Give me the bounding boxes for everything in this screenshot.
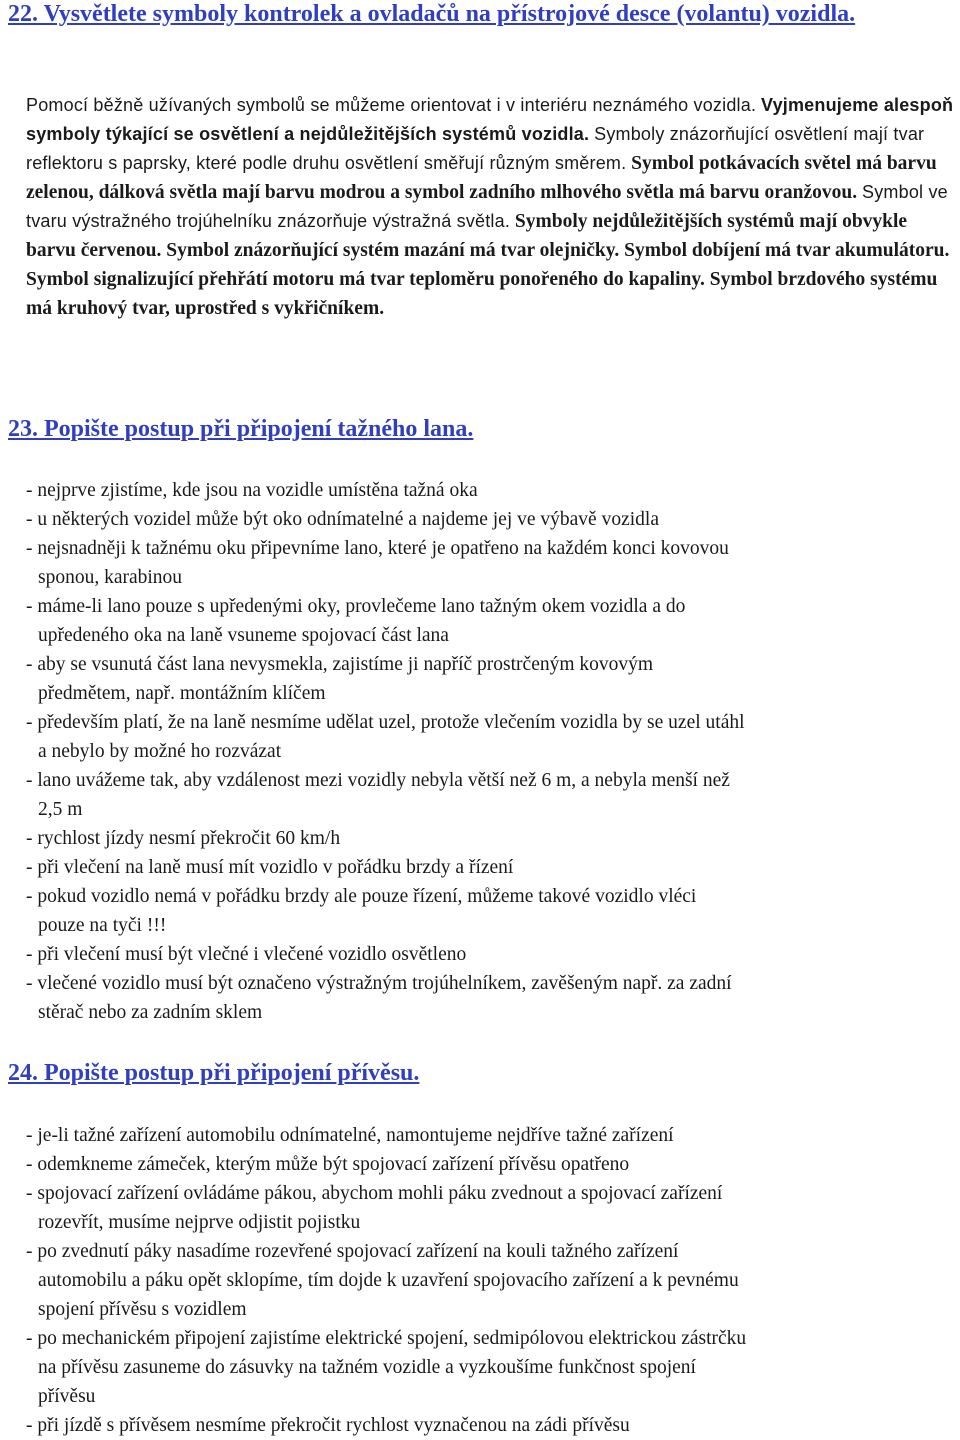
- list-item: - po zvednutí páky nasadíme rozevřené spojovací zařízení na kouli tažného zařízení automobilu a páku opět sklopíme, tím dojde k uzavření spojovacího zařízení a k pevnému spojení přívěsu s vozidlem: [26, 1241, 739, 1320]
- list-item: - pokud vozidlo nemá v pořádku brzdy ale pouze řízení, můžeme takové vozidlo vléci pouze na tyči !!!: [26, 886, 697, 936]
- list-item: - aby se vsunutá část lana nevysmekla, zajistíme ji napříč prostrčeným kovovým předmětem, např. montážním klíčem: [26, 654, 654, 704]
- list-item: - lano uvážeme tak, aby vzdálenost mezi vozidly nebyla větší než 6 m, a nebyla menší než 2,5 m: [26, 770, 730, 820]
- towing-rope-steps-list: [26, 476, 960, 1027]
- list-item: - spojovací zařízení ovládáme pákou, abychom mohli páku zvednout a spojovací zařízení rozevřít, musíme nejprve odjistit pojistku: [26, 1183, 723, 1233]
- list-item: - při jízdě s přívěsem nesmíme překročit rychlost vyznačenou na zádi přívěsu: [26, 1415, 630, 1436]
- list-item: - máme-li lano pouze s upředenými oky, provlečeme lano tažným okem vozidla a do upředeného oka na laně vsuneme spojovací část lana: [26, 596, 686, 646]
- list-item: - především platí, že na laně nesmíme udělat uzel, protože vlečením vozidla by se uzel utáhl a nebylo by možné ho rozvázat: [26, 712, 745, 762]
- system-symbols-sentence: Symboly nejdůležitějších systémů mají obvykle barvu červenou. Symbol znázorňující systém mazání má tvar olejničky. Symbol dobíjení má tvar akumulátoru. Symbol signalizující přehřátí motoru má tvar teploměru ponořeného do kapaliny. Symbol brzdového systému má kruhový tvar, uprostřed s vykřičníkem.: [26, 211, 950, 319]
- list-item: - při vlečení musí být vlečné i vlečené vozidlo osvětleno: [26, 944, 467, 965]
- section-24-heading: 24. Popište postup při připojení přívěsu.: [8, 1060, 420, 1086]
- enumeration-sentence: Vyjmenujeme alespoň symboly týkající se osvětlení a nejdůležitějších systémů vozidla.: [26, 95, 954, 144]
- section-23-heading: 23. Popište postup při připojení tažného lana.: [8, 416, 474, 442]
- section-22-heading: 22. Vysvětlete symboly kontrolek a ovladačů na přístrojové desce (volantu) vozidla.: [8, 1, 856, 27]
- list-item: - odemkneme zámeček, kterým může být spojovací zařízení přívěsu opatřeno: [26, 1154, 630, 1175]
- section-22-body: [26, 91, 956, 323]
- warning-triangle-sentence: Symbol ve tvaru výstražného trojúhelníku znázorňuje výstražná světla.: [26, 182, 948, 231]
- list-item: - rychlost jízdy nesmí překročit 60 km/h: [26, 828, 341, 849]
- list-item: - nejsnadněji k tažnému oku připevníme lano, které je opatřeno na každém konci kovovou sponou, karabinou: [26, 538, 729, 588]
- list-item: - nejprve zjistíme, kde jsou na vozidle umístěna tažná oka: [26, 480, 478, 501]
- intro-sentence: Pomocí běžně užívaných symbolů se můžeme orientovat i v interiéru neznámého vozidla.: [26, 95, 757, 115]
- list-item: - je-li tažné zařízení automobilu odnímatelné, namontujeme nejdříve tažné zařízení: [26, 1125, 674, 1146]
- lights-symbol-sentence: Symboly znázorňující osvětlení mají tvar reflektoru s paprsky, které podle druhu osvětlení směřují různým směrem.: [26, 124, 925, 173]
- list-item: - vlečené vozidlo musí být označeno výstražným trojúhelníkem, zavěšeným např. za zadní stěrač nebo za zadním sklem: [26, 973, 732, 1023]
- list-item: - u některých vozidel může být oko odnímatelné a najdeme jej ve výbavě vozidla: [26, 509, 659, 530]
- light-colors-sentence: Symbol potkávacích světel má barvu zelenou, dálková světla mají barvu modrou a symbol zadního mlhového světla má barvu oranžovou.: [26, 153, 937, 203]
- list-item: - po mechanickém připojení zajistíme elektrické spojení, sedmipólovou elektrickou zástrčku na přívěsu zasuneme do zásuvky na tažném vozidle a vyzkoušíme funkčnost spojení přívěsu: [26, 1328, 747, 1407]
- list-item: - při vlečení na laně musí mít vozidlo v pořádku brzdy a řízení: [26, 857, 514, 878]
- trailer-steps-list: [26, 1121, 960, 1440]
